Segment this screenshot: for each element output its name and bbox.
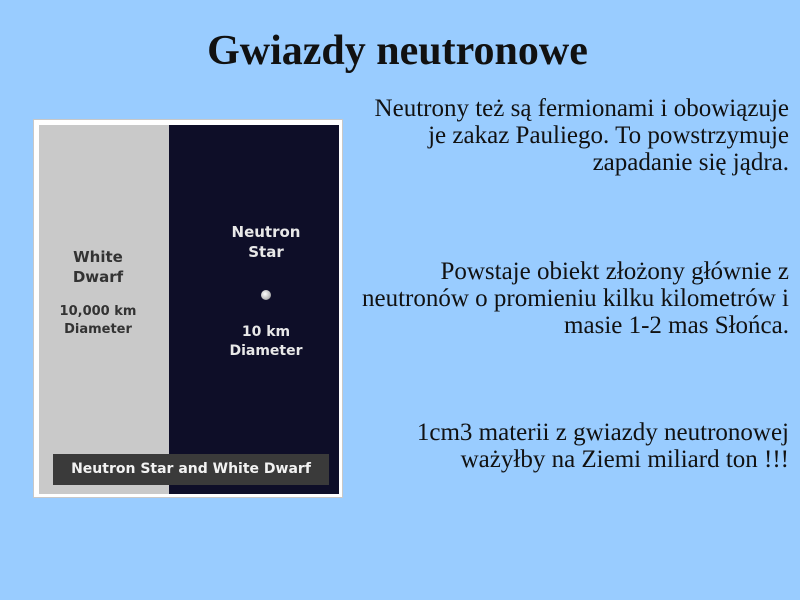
neutron-star-panel (169, 125, 339, 494)
paragraph-composition: Powstaje obiekt złożony głównie z neutronów o promieniu kilku kilometrów i masie 1-2 mas Słońca. (361, 258, 789, 339)
white-dwarf-diameter: 10,000 km Diameter (59, 304, 137, 337)
white-dwarf-label: White Dwarf (72, 248, 124, 286)
neutron-star-white-dwarf-image (33, 119, 343, 498)
figure-caption: Neutron Star and White Dwarf (71, 461, 311, 477)
neutron-star-label: Neutron Star (231, 223, 301, 261)
paragraph-density: 1cm3 materii z gwiazdy neutronowej ważyłby na Ziemi miliard ton !!! (416, 419, 789, 473)
slide-title: Gwiazdy neutronowe (207, 28, 588, 74)
neutron-star-diameter: 10 km Diameter (229, 324, 303, 359)
neutron-star-icon (261, 290, 271, 300)
paragraph-pauli: Neutrony też są fermionami i obowiązuje je zakaz Pauliego. To powstrzymuje zapadanie się jądra. (374, 95, 789, 176)
